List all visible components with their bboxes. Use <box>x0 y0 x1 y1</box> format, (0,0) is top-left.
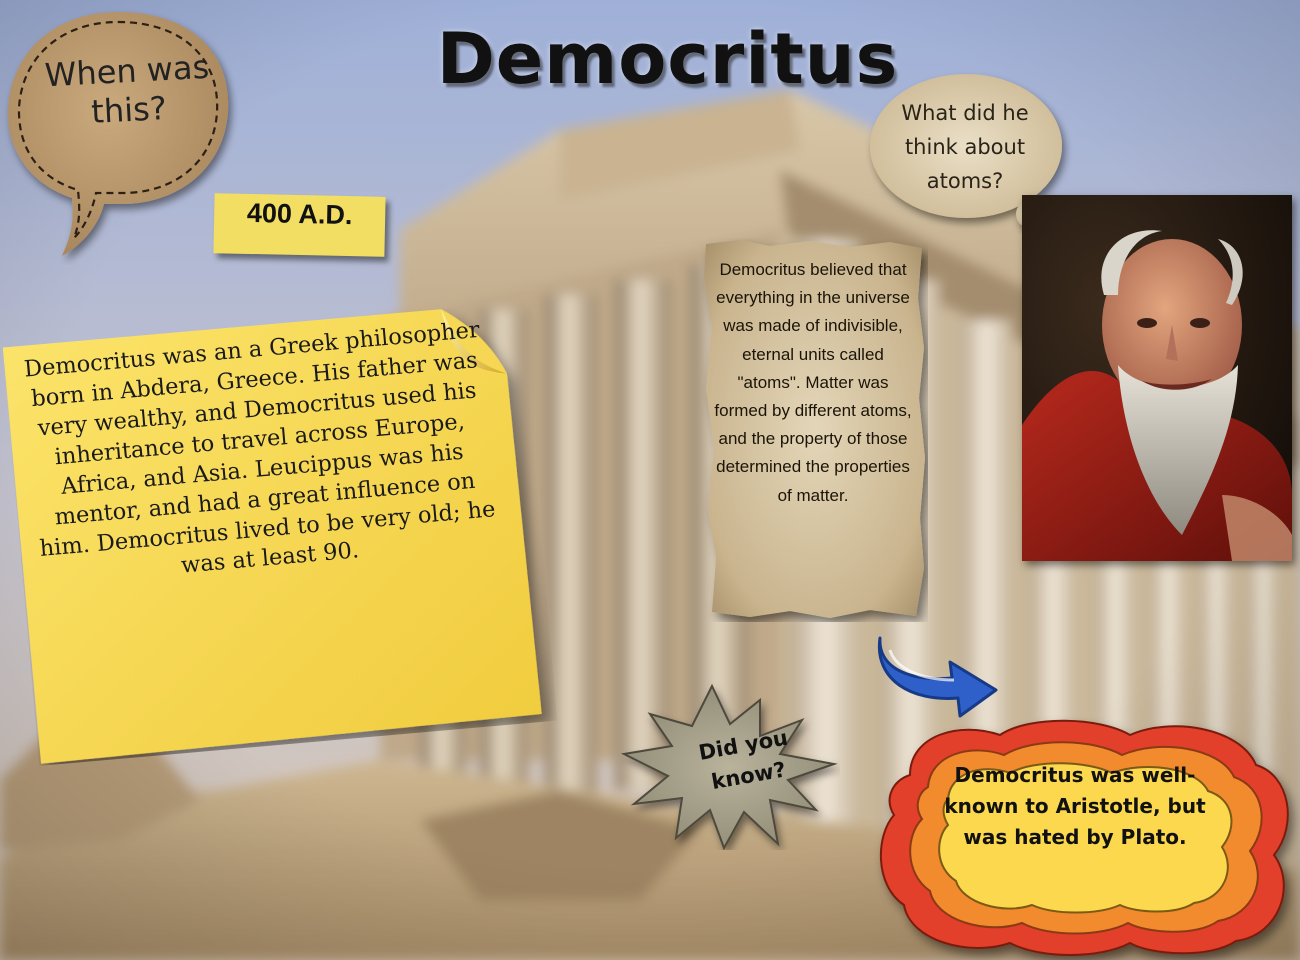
bio-sticky-note <box>3 302 558 766</box>
date-text: 400 A.D. <box>246 197 353 231</box>
date-label <box>213 193 385 257</box>
page-title: Democritus <box>436 18 899 100</box>
atoms-question: What did he think about atoms? <box>901 101 1029 193</box>
when-question: When was this? <box>43 47 211 131</box>
curved-arrow-icon <box>868 620 1008 720</box>
fact-text: Democritus was well-known to Aristotle, but was hated by Plato. <box>944 763 1206 849</box>
bio-text: Democritus was an a Greek philosopher born in Abdera, Greece. His father was very wealthy, and Democritus used his inheritance to travel across Europe, Africa, and Asia. Leucippus was his mentor, and had a great influence on him. Democritus lived to be very old; he was at least 90. <box>23 316 497 580</box>
democritus-portrait <box>1022 195 1292 561</box>
did-you-know-label: Did you know? <box>696 725 790 795</box>
atoms-explanation: Democritus believed that everything in the universe was made of indivisible, eternal units called "atoms". Matter was formed by different atoms, and the property of those determined the properties of matter. <box>714 260 912 505</box>
